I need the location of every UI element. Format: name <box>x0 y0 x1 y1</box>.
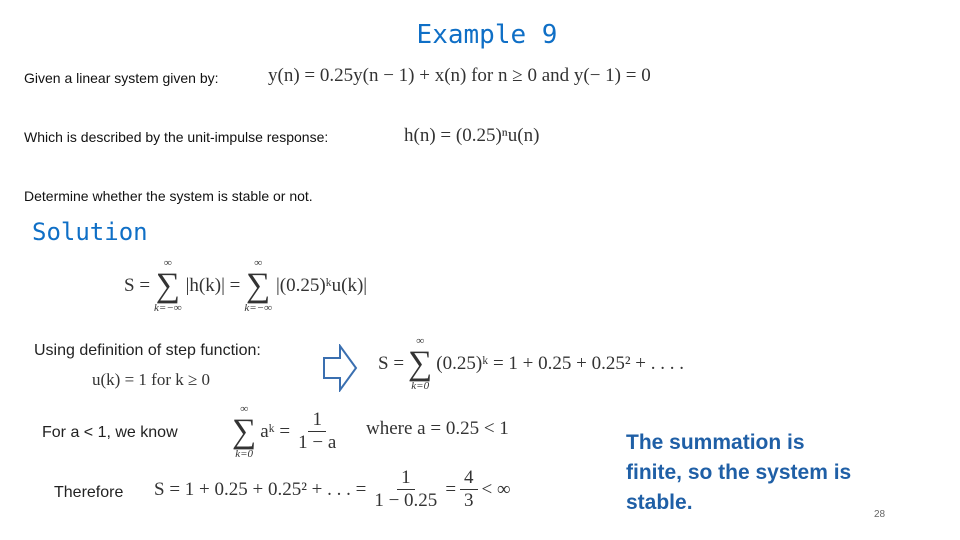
conclusion-text: The summation is finite, so the system is stable. <box>626 431 852 514</box>
s-series-right: (0.25)ᵏ = 1 + 0.25 + 0.25² + . . . . <box>436 353 685 374</box>
sum-symbol-4 <box>232 404 256 460</box>
solution-heading: Solution <box>32 218 148 246</box>
slide-title: Example 9 <box>416 20 558 50</box>
final-fraction-1 <box>370 468 441 513</box>
sum-lower-1: k=−∞ <box>154 302 182 314</box>
final-equals: = <box>445 479 457 501</box>
s-def-term2: |(0.25)ᵏu(k)| <box>275 275 368 296</box>
final-tail: < ∞ <box>481 479 511 501</box>
s-series-left: S = <box>378 353 405 374</box>
where-text: where a = 0.25 < 1 <box>366 418 509 439</box>
geometric-text: For a < 1, we know <box>42 424 178 441</box>
sum-symbol-1 <box>154 258 182 314</box>
step-definition: u(k) = 1 for k ≥ 0 <box>92 370 211 389</box>
sum-upper-1: ∞ <box>163 257 172 269</box>
question-text: Determine whether the system is stable or not. <box>24 188 313 204</box>
difference-equation: y(n) = 0.25y(n − 1) + x(n) for n ≥ 0 and y(− 1) = 0 <box>268 65 651 86</box>
s-def-term1: |h(k)| = <box>185 275 241 296</box>
sigma-3: ∑ <box>408 345 433 382</box>
final-numerator-2: 4 <box>460 468 478 490</box>
therefore-text: Therefore <box>54 484 124 501</box>
sum-definition-equation <box>124 258 367 314</box>
final-numerator-1: 1 <box>397 468 415 490</box>
step-function-text: Using definition of step function: <box>34 342 261 359</box>
geom-numerator: 1 <box>308 410 326 432</box>
final-denominator-2: 3 <box>464 489 474 511</box>
sigma-1: ∑ <box>155 267 180 304</box>
sum-symbol-2 <box>244 258 272 314</box>
final-equation <box>154 468 511 513</box>
sigma-2: ∑ <box>246 267 271 304</box>
sum-lower-2: k=−∞ <box>244 302 272 314</box>
final-fraction-2 <box>460 468 478 513</box>
series-equation <box>378 336 684 392</box>
sum-symbol-3 <box>408 336 432 392</box>
geom-term: aᵏ = <box>260 421 291 442</box>
sum-lower-4: k=0 <box>235 448 254 460</box>
geometric-equation <box>228 404 344 460</box>
impulse-response-equation: h(n) = (0.25)ⁿu(n) <box>404 125 540 146</box>
sigma-4: ∑ <box>232 413 257 450</box>
sum-upper-3: ∞ <box>416 335 425 347</box>
right-arrow-icon <box>322 344 358 392</box>
impulse-text: Which is described by the unit-impulse response: <box>24 129 329 145</box>
intro-text: Given a linear system given by: <box>24 70 219 86</box>
page-number: 28 <box>874 509 886 520</box>
geom-fraction <box>294 410 340 455</box>
geom-denominator: 1 − a <box>298 431 337 453</box>
sum-lower-3: k=0 <box>411 380 430 392</box>
sum-upper-2: ∞ <box>254 257 263 269</box>
s-def-left: S = <box>124 275 151 296</box>
final-denominator-1: 1 − 0.25 <box>374 489 438 511</box>
sum-upper-4: ∞ <box>240 403 249 415</box>
final-left: S = 1 + 0.25 + 0.25² + . . . = <box>154 479 367 501</box>
